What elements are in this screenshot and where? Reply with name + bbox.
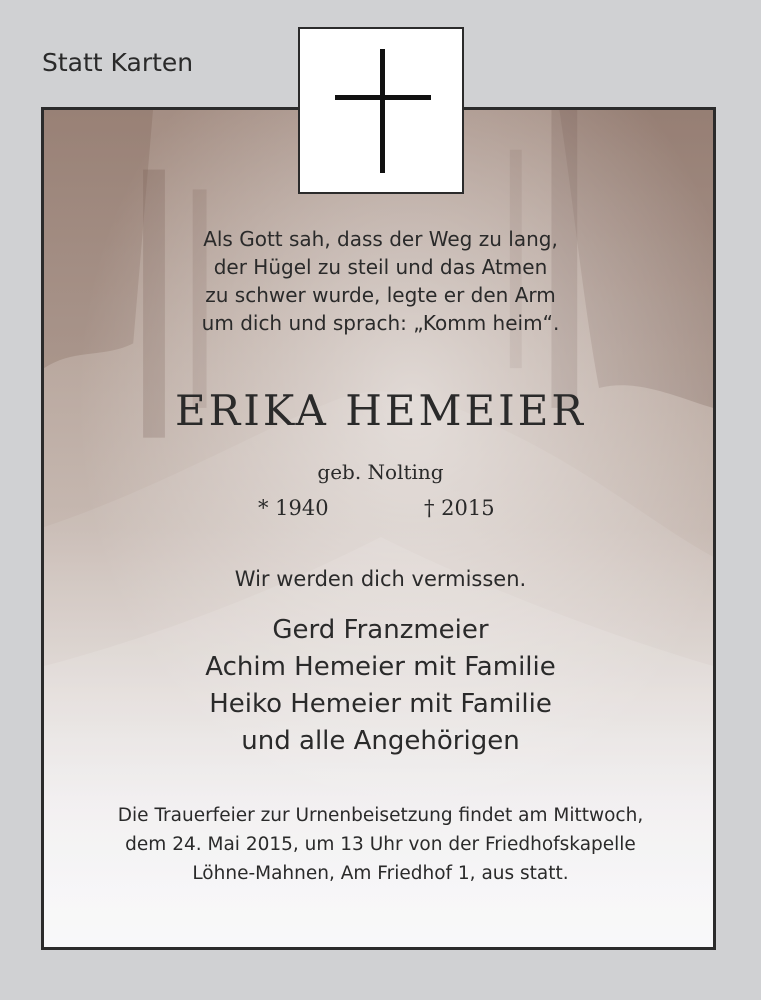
poem-line: zu schwer wurde, legte er den Arm (205, 283, 556, 307)
poem-line: Als Gott sah, dass der Weg zu lang, (203, 227, 558, 251)
death-year: † 2015 (424, 496, 495, 520)
poem-line: um dich und sprach: „Komm heim“. (201, 311, 560, 335)
funeral-info-line: Löhne-Mahnen, Am Friedhof 1, aus statt. (192, 863, 569, 884)
mourner-name: Achim Hemeier mit Familie (205, 652, 556, 682)
poem-verse (0, 225, 761, 337)
statt-karten-label: Statt Karten (42, 48, 194, 77)
poem-line: der Hügel zu steil und das Atmen (213, 255, 548, 279)
birth-name: geb. Nolting (317, 460, 444, 484)
funeral-info-line: Die Trauerfeier zur Urnenbeisetzung findet am Mittwoch, (117, 805, 644, 826)
mourners-list (0, 612, 761, 760)
funeral-info-line: dem 24. Mai 2015, um 13 Uhr von der Friedhofskapelle (125, 834, 636, 855)
mourners-intro: Wir werden dich vermissen. (234, 567, 527, 591)
deceased-name: ERIKA HEMEIER (174, 386, 587, 435)
funeral-info (0, 801, 761, 888)
mourner-name: und alle Angehörigen (241, 726, 520, 756)
birth-year: * 1940 (258, 496, 329, 520)
mourner-name: Heiko Hemeier mit Familie (209, 689, 552, 719)
cross-symbol-box (298, 27, 464, 194)
mourner-name: Gerd Franzmeier (272, 615, 489, 645)
